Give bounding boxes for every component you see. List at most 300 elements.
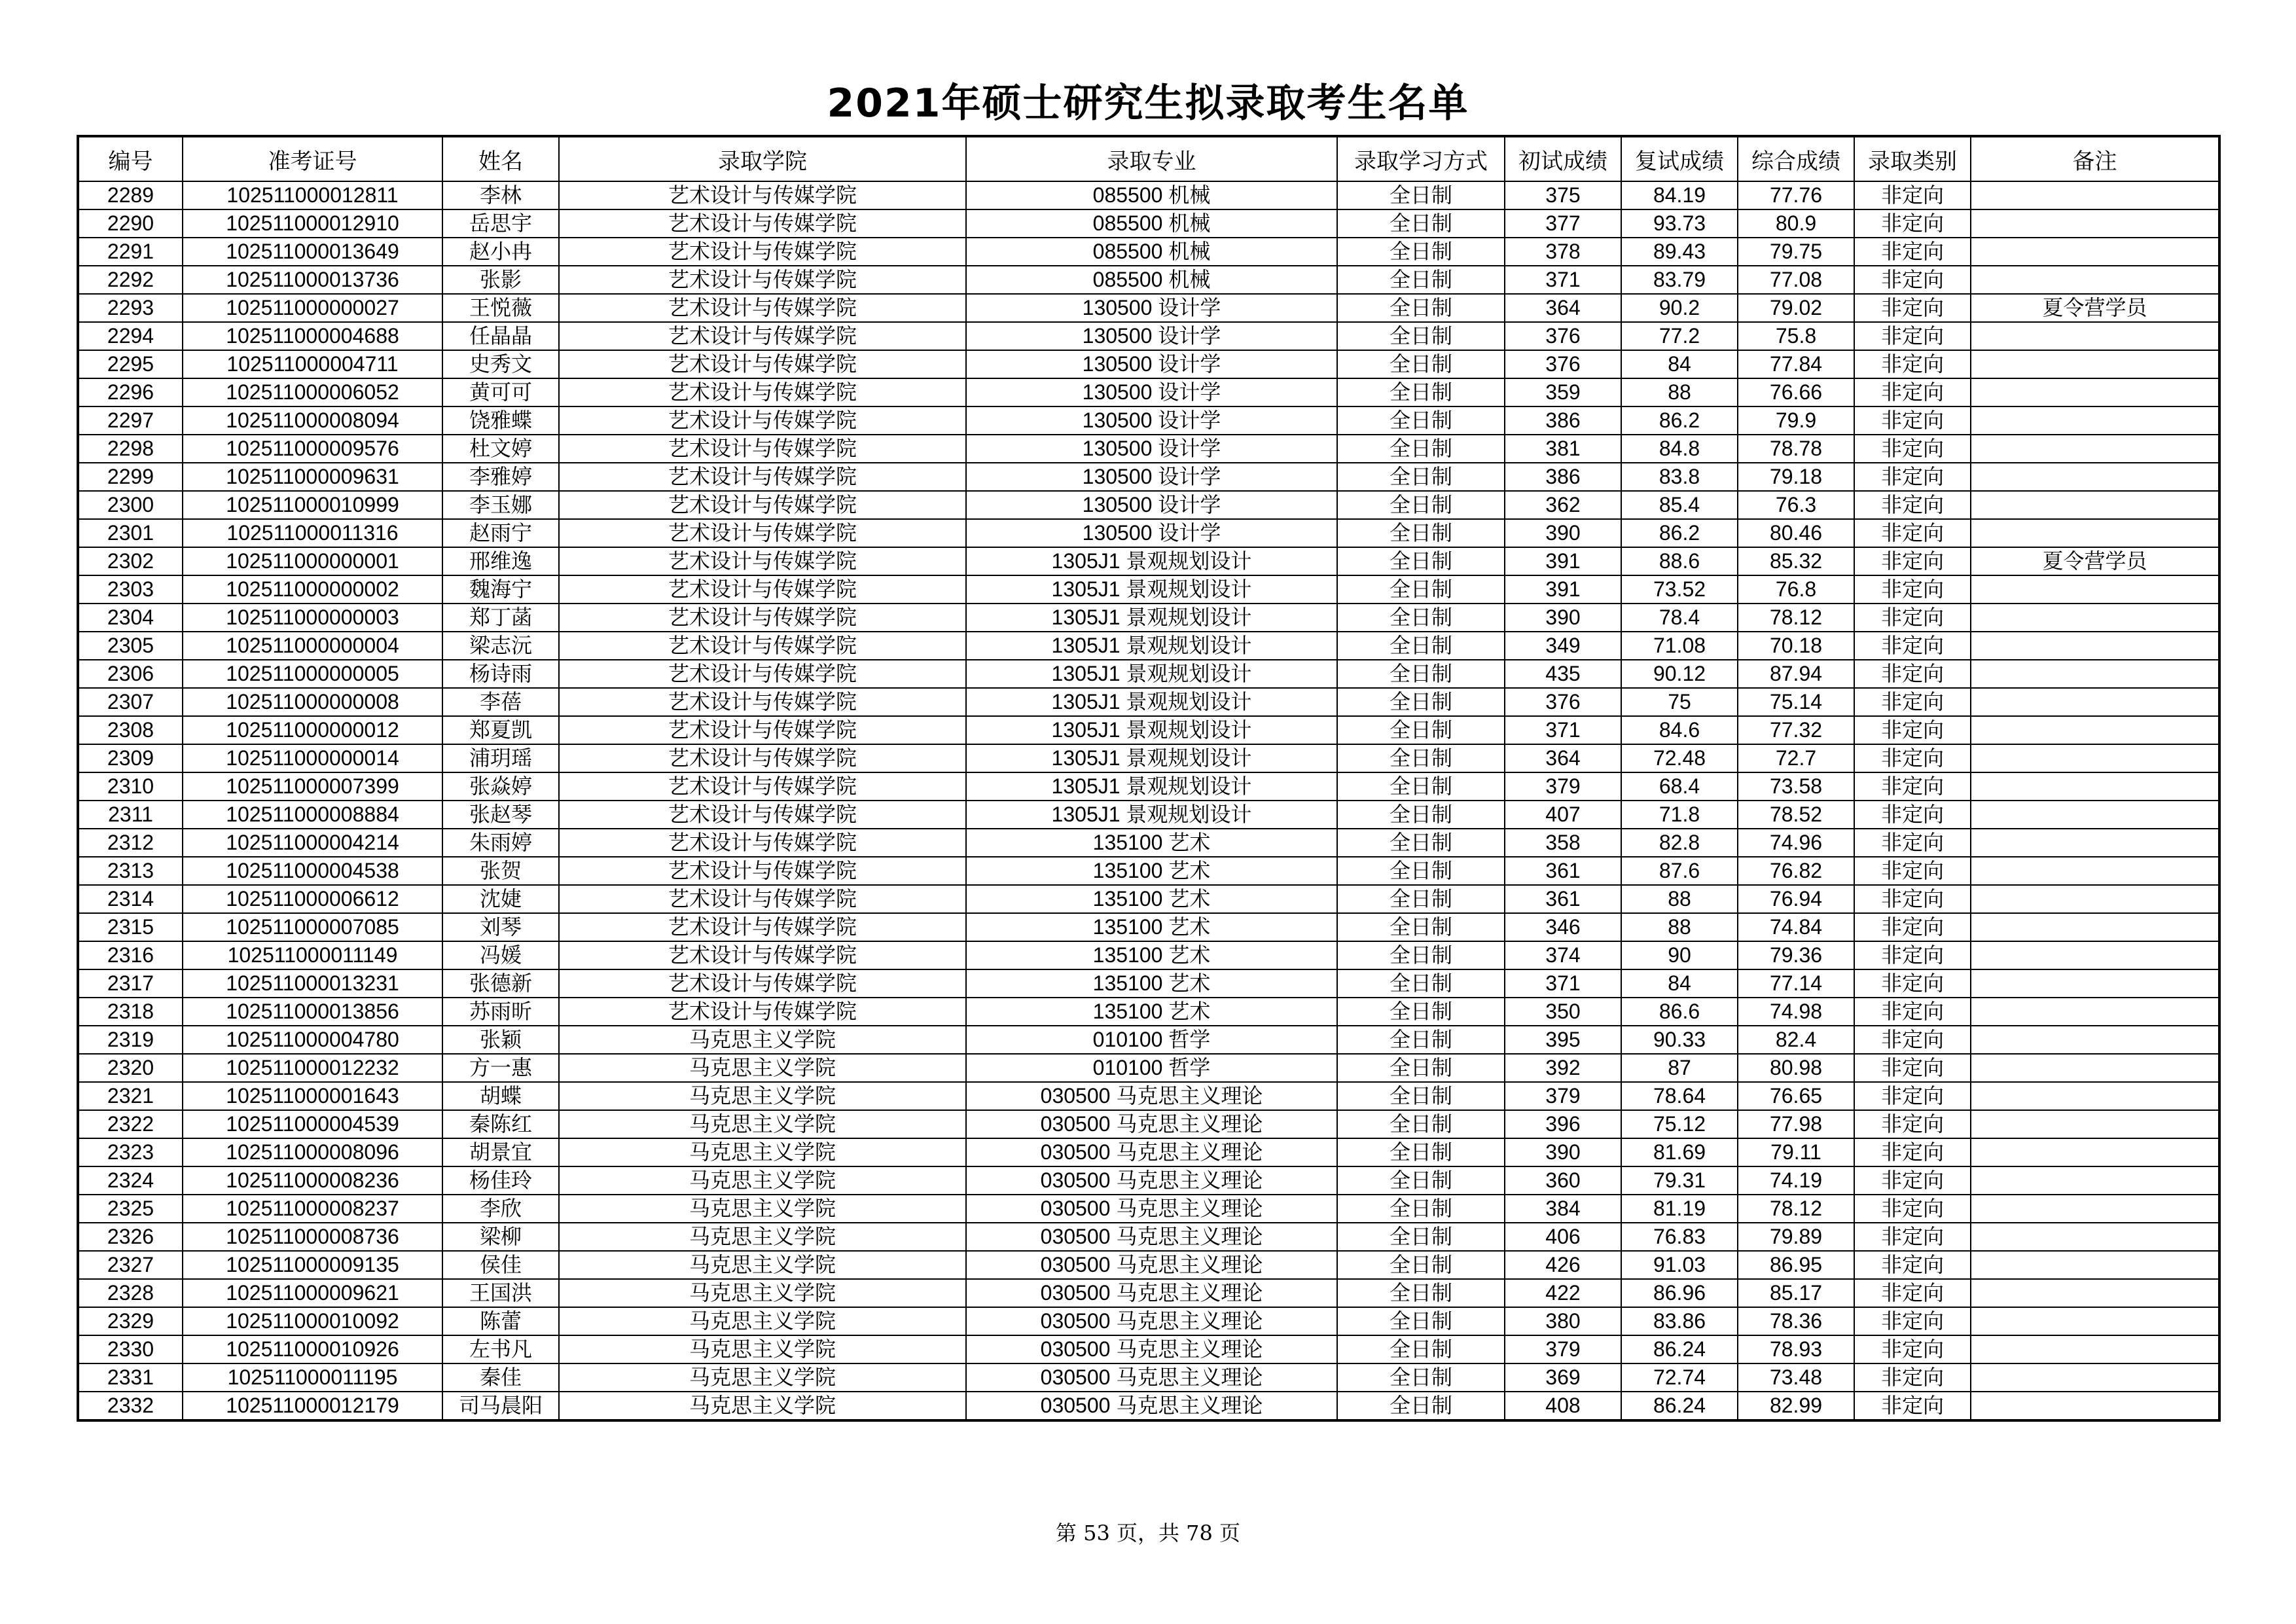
table-row <box>78 435 2219 463</box>
cell-retest-score: 68.4 <box>1621 772 1738 801</box>
cell-major: 030500 马克思主义理论 <box>966 1082 1337 1110</box>
cell-college: 艺术设计与传媒学院 <box>559 575 966 604</box>
cell-major: 130500 设计学 <box>966 350 1337 378</box>
cell-major: 030500 马克思主义理论 <box>966 1195 1337 1223</box>
table-row <box>78 1026 2219 1054</box>
cell-initial-score: 361 <box>1505 885 1621 913</box>
cell-id: 2296 <box>78 378 183 406</box>
cell-exam-number: 102511000004538 <box>183 857 442 885</box>
cell-total-score: 78.93 <box>1738 1335 1854 1363</box>
table-row <box>78 463 2219 491</box>
cell-remark <box>1971 266 2219 294</box>
cell-initial-score: 364 <box>1505 744 1621 772</box>
cell-id: 2321 <box>78 1082 183 1110</box>
cell-college: 艺术设计与传媒学院 <box>559 238 966 266</box>
cell-exam-number: 102511000013736 <box>183 266 442 294</box>
cell-total-score: 78.12 <box>1738 1195 1854 1223</box>
cell-retest-score: 78.4 <box>1621 604 1738 632</box>
cell-name: 李欣 <box>442 1195 559 1223</box>
cell-name: 冯媛 <box>442 941 559 969</box>
cell-college: 马克思主义学院 <box>559 1223 966 1251</box>
cell-id: 2311 <box>78 801 183 829</box>
cell-retest-score: 81.19 <box>1621 1195 1738 1223</box>
cell-remark <box>1971 716 2219 744</box>
cell-name: 黄可可 <box>442 378 559 406</box>
cell-remark <box>1971 604 2219 632</box>
column-header: 初试成绩 <box>1505 136 1621 181</box>
cell-name: 史秀文 <box>442 350 559 378</box>
cell-study-mode: 全日制 <box>1337 604 1505 632</box>
cell-retest-score: 72.74 <box>1621 1363 1738 1392</box>
cell-study-mode: 全日制 <box>1337 378 1505 406</box>
cell-major: 030500 马克思主义理论 <box>966 1307 1337 1335</box>
cell-total-score: 74.19 <box>1738 1166 1854 1195</box>
cell-major: 1305J1 景观规划设计 <box>966 632 1337 660</box>
cell-name: 杨诗雨 <box>442 660 559 688</box>
cell-name: 秦佳 <box>442 1363 559 1392</box>
cell-category: 非定向 <box>1854 181 1971 209</box>
cell-total-score: 79.75 <box>1738 238 1854 266</box>
cell-major: 135100 艺术 <box>966 969 1337 998</box>
cell-retest-score: 84 <box>1621 969 1738 998</box>
cell-name: 梁柳 <box>442 1223 559 1251</box>
cell-id: 2304 <box>78 604 183 632</box>
column-header: 编号 <box>78 136 183 181</box>
cell-retest-score: 90.2 <box>1621 294 1738 322</box>
table-row <box>78 632 2219 660</box>
cell-id: 2329 <box>78 1307 183 1335</box>
cell-category: 非定向 <box>1854 463 1971 491</box>
cell-exam-number: 102511000011316 <box>183 519 442 547</box>
cell-college: 艺术设计与传媒学院 <box>559 463 966 491</box>
cell-name: 张焱婷 <box>442 772 559 801</box>
cell-retest-score: 78.64 <box>1621 1082 1738 1110</box>
cell-total-score: 79.9 <box>1738 406 1854 435</box>
cell-id: 2332 <box>78 1392 183 1420</box>
cell-total-score: 79.89 <box>1738 1223 1854 1251</box>
cell-retest-score: 89.43 <box>1621 238 1738 266</box>
cell-exam-number: 102511000012811 <box>183 181 442 209</box>
cell-study-mode: 全日制 <box>1337 772 1505 801</box>
cell-exam-number: 102511000004780 <box>183 1026 442 1054</box>
cell-id: 2305 <box>78 632 183 660</box>
table-row <box>78 772 2219 801</box>
cell-id: 2310 <box>78 772 183 801</box>
cell-total-score: 80.98 <box>1738 1054 1854 1082</box>
cell-major: 1305J1 景观规划设计 <box>966 575 1337 604</box>
cell-major: 030500 马克思主义理论 <box>966 1363 1337 1392</box>
table-row <box>78 322 2219 350</box>
cell-exam-number: 102511000000003 <box>183 604 442 632</box>
table-row <box>78 1392 2219 1420</box>
cell-initial-score: 380 <box>1505 1307 1621 1335</box>
cell-total-score: 74.98 <box>1738 998 1854 1026</box>
cell-retest-score: 84.19 <box>1621 181 1738 209</box>
cell-id: 2331 <box>78 1363 183 1392</box>
cell-initial-score: 360 <box>1505 1166 1621 1195</box>
cell-initial-score: 358 <box>1505 829 1621 857</box>
cell-remark <box>1971 1223 2219 1251</box>
cell-category: 非定向 <box>1854 941 1971 969</box>
cell-name: 梁志沅 <box>442 632 559 660</box>
column-header: 复试成绩 <box>1621 136 1738 181</box>
cell-total-score: 76.65 <box>1738 1082 1854 1110</box>
cell-remark <box>1971 1307 2219 1335</box>
cell-initial-score: 376 <box>1505 322 1621 350</box>
cell-exam-number: 102511000004214 <box>183 829 442 857</box>
cell-exam-number: 102511000000002 <box>183 575 442 604</box>
cell-study-mode: 全日制 <box>1337 969 1505 998</box>
cell-college: 艺术设计与传媒学院 <box>559 969 966 998</box>
cell-major: 130500 设计学 <box>966 435 1337 463</box>
cell-retest-score: 83.8 <box>1621 463 1738 491</box>
cell-id: 2325 <box>78 1195 183 1223</box>
cell-initial-score: 408 <box>1505 1392 1621 1420</box>
cell-id: 2328 <box>78 1279 183 1307</box>
cell-exam-number: 102511000007399 <box>183 772 442 801</box>
table-row <box>78 266 2219 294</box>
cell-exam-number: 102511000000012 <box>183 716 442 744</box>
cell-remark <box>1971 660 2219 688</box>
cell-retest-score: 81.69 <box>1621 1138 1738 1166</box>
cell-college: 艺术设计与传媒学院 <box>559 688 966 716</box>
cell-major: 130500 设计学 <box>966 491 1337 519</box>
cell-remark <box>1971 1054 2219 1082</box>
table-row <box>78 1110 2219 1138</box>
cell-exam-number: 102511000000027 <box>183 294 442 322</box>
cell-study-mode: 全日制 <box>1337 1307 1505 1335</box>
cell-retest-score: 83.86 <box>1621 1307 1738 1335</box>
cell-remark <box>1971 350 2219 378</box>
cell-name: 刘琴 <box>442 913 559 941</box>
table-header-row <box>78 136 2219 181</box>
cell-major: 135100 艺术 <box>966 857 1337 885</box>
cell-initial-score: 391 <box>1505 547 1621 575</box>
cell-category: 非定向 <box>1854 350 1971 378</box>
cell-initial-score: 406 <box>1505 1223 1621 1251</box>
cell-major: 085500 机械 <box>966 209 1337 238</box>
cell-study-mode: 全日制 <box>1337 435 1505 463</box>
cell-college: 艺术设计与传媒学院 <box>559 209 966 238</box>
table-row <box>78 519 2219 547</box>
cell-total-score: 75.8 <box>1738 322 1854 350</box>
cell-name: 司马晨阳 <box>442 1392 559 1420</box>
table-row <box>78 604 2219 632</box>
cell-exam-number: 102511000006052 <box>183 378 442 406</box>
cell-initial-score: 379 <box>1505 1335 1621 1363</box>
cell-id: 2291 <box>78 238 183 266</box>
cell-exam-number: 102511000008884 <box>183 801 442 829</box>
cell-exam-number: 102511000000004 <box>183 632 442 660</box>
cell-study-mode: 全日制 <box>1337 744 1505 772</box>
cell-exam-number: 102511000008096 <box>183 1138 442 1166</box>
cell-category: 非定向 <box>1854 1335 1971 1363</box>
cell-id: 2294 <box>78 322 183 350</box>
cell-total-score: 77.08 <box>1738 266 1854 294</box>
table-row <box>78 294 2219 322</box>
cell-college: 艺术设计与传媒学院 <box>559 294 966 322</box>
cell-study-mode: 全日制 <box>1337 1223 1505 1251</box>
cell-exam-number: 102511000008236 <box>183 1166 442 1195</box>
cell-initial-score: 359 <box>1505 378 1621 406</box>
cell-retest-score: 83.79 <box>1621 266 1738 294</box>
cell-remark <box>1971 829 2219 857</box>
cell-category: 非定向 <box>1854 519 1971 547</box>
cell-id: 2322 <box>78 1110 183 1138</box>
cell-name: 张颖 <box>442 1026 559 1054</box>
cell-total-score: 79.18 <box>1738 463 1854 491</box>
cell-category: 非定向 <box>1854 378 1971 406</box>
cell-name: 李雅婷 <box>442 463 559 491</box>
cell-study-mode: 全日制 <box>1337 575 1505 604</box>
cell-study-mode: 全日制 <box>1337 266 1505 294</box>
cell-total-score: 79.36 <box>1738 941 1854 969</box>
cell-exam-number: 102511000000001 <box>183 547 442 575</box>
cell-exam-number: 102511000013856 <box>183 998 442 1026</box>
cell-initial-score: 361 <box>1505 857 1621 885</box>
cell-category: 非定向 <box>1854 969 1971 998</box>
cell-remark <box>1971 378 2219 406</box>
cell-initial-score: 386 <box>1505 406 1621 435</box>
cell-exam-number: 102511000010092 <box>183 1307 442 1335</box>
cell-name: 王国洪 <box>442 1279 559 1307</box>
cell-college: 马克思主义学院 <box>559 1363 966 1392</box>
cell-exam-number: 102511000012910 <box>183 209 442 238</box>
cell-id: 2320 <box>78 1054 183 1082</box>
cell-retest-score: 88.6 <box>1621 547 1738 575</box>
cell-college: 艺术设计与传媒学院 <box>559 772 966 801</box>
cell-major: 130500 设计学 <box>966 378 1337 406</box>
table-row <box>78 238 2219 266</box>
cell-total-score: 76.66 <box>1738 378 1854 406</box>
cell-remark <box>1971 688 2219 716</box>
cell-category: 非定向 <box>1854 266 1971 294</box>
cell-remark <box>1971 322 2219 350</box>
cell-retest-score: 71.8 <box>1621 801 1738 829</box>
cell-exam-number: 102511000000014 <box>183 744 442 772</box>
admission-table <box>77 135 2221 1422</box>
table-row <box>78 941 2219 969</box>
cell-college: 艺术设计与传媒学院 <box>559 998 966 1026</box>
cell-total-score: 86.95 <box>1738 1251 1854 1279</box>
cell-name: 张德新 <box>442 969 559 998</box>
cell-initial-score: 371 <box>1505 716 1621 744</box>
cell-retest-score: 86.2 <box>1621 519 1738 547</box>
cell-id: 2290 <box>78 209 183 238</box>
cell-major: 030500 马克思主义理论 <box>966 1335 1337 1363</box>
table-row <box>78 829 2219 857</box>
cell-id: 2297 <box>78 406 183 435</box>
table-row <box>78 1082 2219 1110</box>
cell-retest-score: 93.73 <box>1621 209 1738 238</box>
cell-study-mode: 全日制 <box>1337 688 1505 716</box>
cell-id: 2306 <box>78 660 183 688</box>
cell-major: 1305J1 景观规划设计 <box>966 660 1337 688</box>
cell-total-score: 85.17 <box>1738 1279 1854 1307</box>
cell-exam-number: 102511000010999 <box>183 491 442 519</box>
cell-initial-score: 396 <box>1505 1110 1621 1138</box>
cell-remark <box>1971 1363 2219 1392</box>
table-row <box>78 716 2219 744</box>
cell-remark <box>1971 519 2219 547</box>
cell-remark <box>1971 1138 2219 1166</box>
cell-retest-score: 86.24 <box>1621 1392 1738 1420</box>
cell-retest-score: 72.48 <box>1621 744 1738 772</box>
cell-id: 2330 <box>78 1335 183 1363</box>
cell-study-mode: 全日制 <box>1337 1054 1505 1082</box>
cell-category: 非定向 <box>1854 491 1971 519</box>
cell-remark <box>1971 857 2219 885</box>
cell-category: 非定向 <box>1854 575 1971 604</box>
cell-major: 030500 马克思主义理论 <box>966 1251 1337 1279</box>
cell-college: 艺术设计与传媒学院 <box>559 266 966 294</box>
cell-name: 方一惠 <box>442 1054 559 1082</box>
cell-id: 2308 <box>78 716 183 744</box>
cell-study-mode: 全日制 <box>1337 998 1505 1026</box>
cell-total-score: 79.02 <box>1738 294 1854 322</box>
column-header: 综合成绩 <box>1738 136 1854 181</box>
cell-name: 赵雨宁 <box>442 519 559 547</box>
table-row <box>78 1138 2219 1166</box>
cell-exam-number: 102511000006612 <box>183 885 442 913</box>
cell-remark <box>1971 435 2219 463</box>
cell-total-score: 76.82 <box>1738 857 1854 885</box>
cell-name: 胡蝶 <box>442 1082 559 1110</box>
cell-major: 130500 设计学 <box>966 463 1337 491</box>
cell-study-mode: 全日制 <box>1337 660 1505 688</box>
column-header: 录取学院 <box>559 136 966 181</box>
table-row <box>78 998 2219 1026</box>
cell-exam-number: 102511000008094 <box>183 406 442 435</box>
cell-remark <box>1971 463 2219 491</box>
cell-major: 085500 机械 <box>966 181 1337 209</box>
cell-retest-score: 84.6 <box>1621 716 1738 744</box>
cell-major: 1305J1 景观规划设计 <box>966 716 1337 744</box>
cell-major: 030500 马克思主义理论 <box>966 1223 1337 1251</box>
cell-remark <box>1971 998 2219 1026</box>
cell-remark <box>1971 1335 2219 1363</box>
cell-name: 杨佳玲 <box>442 1166 559 1195</box>
cell-id: 2326 <box>78 1223 183 1251</box>
cell-category: 非定向 <box>1854 660 1971 688</box>
cell-study-mode: 全日制 <box>1337 1195 1505 1223</box>
cell-major: 1305J1 景观规划设计 <box>966 688 1337 716</box>
table-body <box>78 181 2219 1420</box>
cell-remark <box>1971 941 2219 969</box>
cell-total-score: 72.7 <box>1738 744 1854 772</box>
cell-major: 030500 马克思主义理论 <box>966 1279 1337 1307</box>
cell-category: 非定向 <box>1854 1166 1971 1195</box>
cell-name: 侯佳 <box>442 1251 559 1279</box>
cell-total-score: 77.14 <box>1738 969 1854 998</box>
cell-remark <box>1971 1082 2219 1110</box>
table-row <box>78 969 2219 998</box>
cell-category: 非定向 <box>1854 744 1971 772</box>
cell-study-mode: 全日制 <box>1337 716 1505 744</box>
cell-id: 2312 <box>78 829 183 857</box>
table-row <box>78 181 2219 209</box>
cell-id: 2292 <box>78 266 183 294</box>
cell-category: 非定向 <box>1854 857 1971 885</box>
cell-initial-score: 390 <box>1505 604 1621 632</box>
table-row <box>78 885 2219 913</box>
cell-major: 1305J1 景观规划设计 <box>966 772 1337 801</box>
cell-remark <box>1971 491 2219 519</box>
page-footer: 第 53 页，共 78 页 <box>1055 1521 1241 1545</box>
table-row <box>78 1166 2219 1195</box>
cell-total-score: 78.36 <box>1738 1307 1854 1335</box>
cell-study-mode: 全日制 <box>1337 1082 1505 1110</box>
cell-initial-score: 350 <box>1505 998 1621 1026</box>
cell-college: 马克思主义学院 <box>559 1335 966 1363</box>
cell-retest-score: 75.12 <box>1621 1110 1738 1138</box>
cell-major: 085500 机械 <box>966 238 1337 266</box>
table-row <box>78 575 2219 604</box>
cell-category: 非定向 <box>1854 632 1971 660</box>
cell-category: 非定向 <box>1854 1138 1971 1166</box>
cell-initial-score: 376 <box>1505 688 1621 716</box>
cell-study-mode: 全日制 <box>1337 1279 1505 1307</box>
cell-retest-score: 86.24 <box>1621 1335 1738 1363</box>
cell-name: 岳思宇 <box>442 209 559 238</box>
cell-total-score: 70.18 <box>1738 632 1854 660</box>
cell-major: 135100 艺术 <box>966 829 1337 857</box>
cell-college: 马克思主义学院 <box>559 1026 966 1054</box>
cell-exam-number: 102511000009621 <box>183 1279 442 1307</box>
cell-id: 2299 <box>78 463 183 491</box>
cell-remark <box>1971 209 2219 238</box>
cell-name: 张贺 <box>442 857 559 885</box>
cell-id: 2315 <box>78 913 183 941</box>
cell-retest-score: 88 <box>1621 913 1738 941</box>
cell-id: 2318 <box>78 998 183 1026</box>
cell-study-mode: 全日制 <box>1337 1335 1505 1363</box>
cell-major: 030500 马克思主义理论 <box>966 1110 1337 1138</box>
table-row <box>78 857 2219 885</box>
cell-name: 张影 <box>442 266 559 294</box>
cell-initial-score: 390 <box>1505 519 1621 547</box>
cell-remark <box>1971 772 2219 801</box>
cell-id: 2324 <box>78 1166 183 1195</box>
cell-id: 2314 <box>78 885 183 913</box>
cell-category: 非定向 <box>1854 801 1971 829</box>
cell-total-score: 78.52 <box>1738 801 1854 829</box>
cell-initial-score: 371 <box>1505 266 1621 294</box>
cell-remark <box>1971 1251 2219 1279</box>
cell-category: 非定向 <box>1854 829 1971 857</box>
cell-retest-score: 88 <box>1621 885 1738 913</box>
column-header: 备注 <box>1971 136 2219 181</box>
table-row <box>78 913 2219 941</box>
cell-study-mode: 全日制 <box>1337 209 1505 238</box>
cell-exam-number: 102511000008237 <box>183 1195 442 1223</box>
cell-exam-number: 102511000007085 <box>183 913 442 941</box>
cell-remark <box>1971 913 2219 941</box>
cell-remark <box>1971 744 2219 772</box>
cell-name: 陈蕾 <box>442 1307 559 1335</box>
cell-major: 135100 艺术 <box>966 941 1337 969</box>
cell-id: 2303 <box>78 575 183 604</box>
cell-category: 非定向 <box>1854 998 1971 1026</box>
cell-exam-number: 102511000012232 <box>183 1054 442 1082</box>
cell-exam-number: 102511000001643 <box>183 1082 442 1110</box>
column-header: 姓名 <box>442 136 559 181</box>
cell-retest-score: 73.52 <box>1621 575 1738 604</box>
cell-study-mode: 全日制 <box>1337 491 1505 519</box>
cell-remark: 夏令营学员 <box>1971 294 2219 322</box>
table-row <box>78 1223 2219 1251</box>
cell-name: 秦陈红 <box>442 1110 559 1138</box>
